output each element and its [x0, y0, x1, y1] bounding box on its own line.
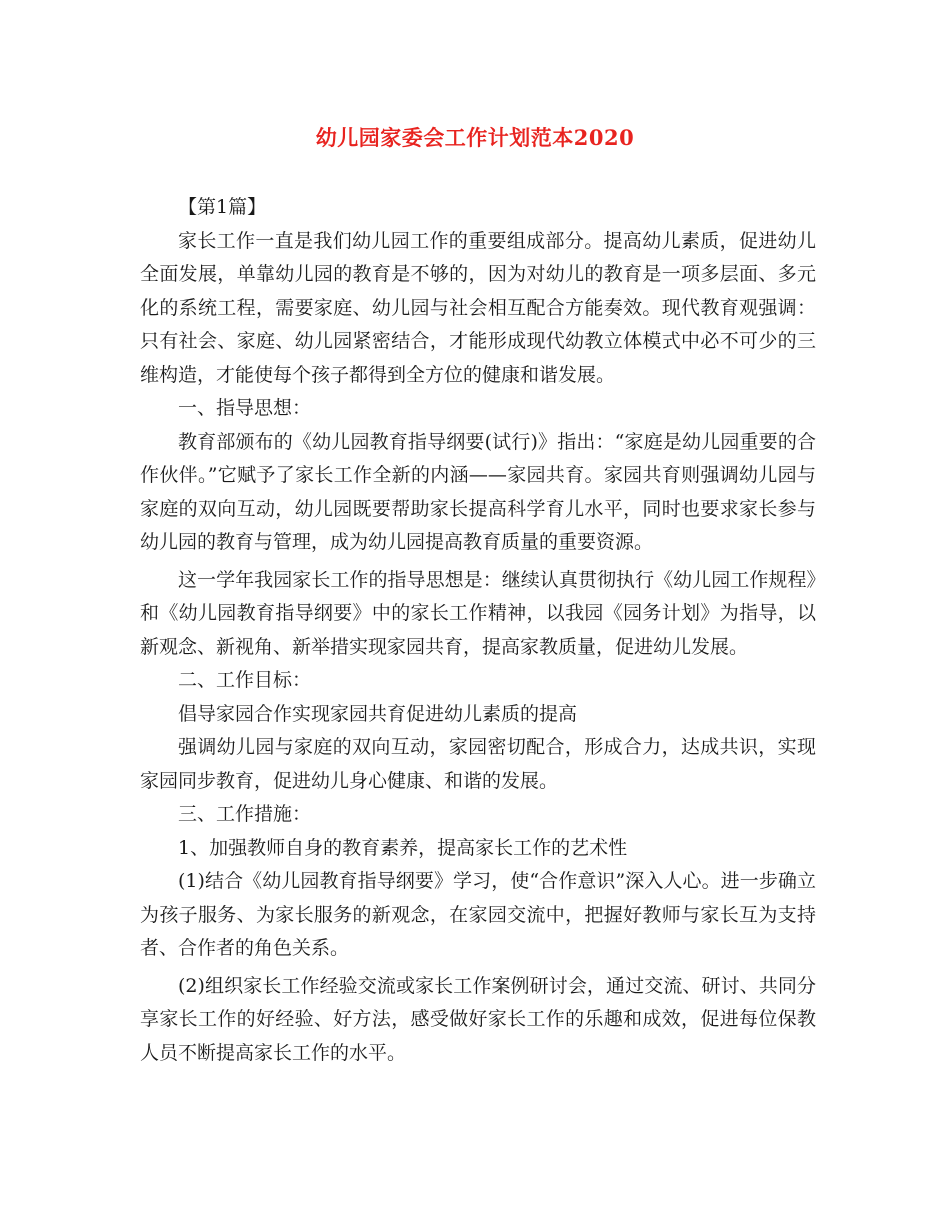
heading-work-goals: 二、工作目标：: [178, 669, 312, 691]
heading-work-measures: 三、工作措施：: [178, 803, 312, 825]
document-body: [140, 191, 816, 1070]
paragraph-measure-1-1: (1)结合《幼儿园教育指导纲要》学习，使“合作意识”深入人心。进一步确立为孩子服务、为家长服务的新观念，在家园交流中，把握好教师与家长互为支持者、合作者的角色关系。: [140, 870, 816, 959]
paragraph-goal-detail: 强调幼儿园与家庭的双向互动，家园密切配合，形成合力，达成共识，实现家园同步教育，促进幼儿身心健康、和谐的发展。: [140, 736, 816, 792]
heading-guiding-thought: 一、指导思想：: [178, 397, 312, 419]
document-title: 幼儿园家委会工作计划范本2020: [315, 125, 635, 150]
section-heading-part-1: 【第1篇】: [178, 196, 267, 218]
paragraph-guiding-thought-2: 这一学年我园家长工作的指导思想是：继续认真贯彻执行《幼儿园工作规程》和《幼儿园教育指导纲要》中的家长工作精神，以我园《园务计划》为指导，以新观念、新视角、新举措实现家园共育，提高家教质量，促进幼儿发展。: [140, 568, 816, 658]
paragraph-guiding-thought-1: 教育部颁布的《幼儿园教育指导纲要(试行)》指出：“家庭是幼儿园重要的合作伙伴。”它赋予了家长工作全新的内涵——家园共育。家园共育则强调幼儿园与家庭的双向互动，幼儿园既要帮助家长提高科学育儿水平，同时也要求家长参与幼儿园的教育与管理，成为幼儿园提高教育质量的重要资源。: [140, 430, 816, 553]
paragraph-measure-1-2: (2)组织家长工作经验交流或家长工作案例研讨会，通过交流、研讨、共同分享家长工作的好经验、好方法，感受做好家长工作的乐趣和成效，促进每位保教人员不断提高家长工作的水平。: [140, 974, 816, 1064]
paragraph-measure-1: 1、加强教师自身的教育素养，提高家长工作的艺术性: [178, 836, 628, 859]
paragraph-goal-title: 倡导家园合作实现家园共育促进幼儿素质的提高: [178, 702, 578, 725]
paragraph-intro: 家长工作一直是我们幼儿园工作的重要组成部分。提高幼儿素质，促进幼儿全面发展，单靠幼儿园的教育是不够的，因为对幼儿的教育是一项多层面、多元化的系统工程，需要家庭、幼儿园与社会相互配合方能奏效。现代教育观强调：只有社会、家庭、幼儿园紧密结合，才能形成现代幼教立体模式中必不可少的三维构造，才能使每个孩子都得到全方位的健康和谐发展。: [140, 229, 816, 386]
